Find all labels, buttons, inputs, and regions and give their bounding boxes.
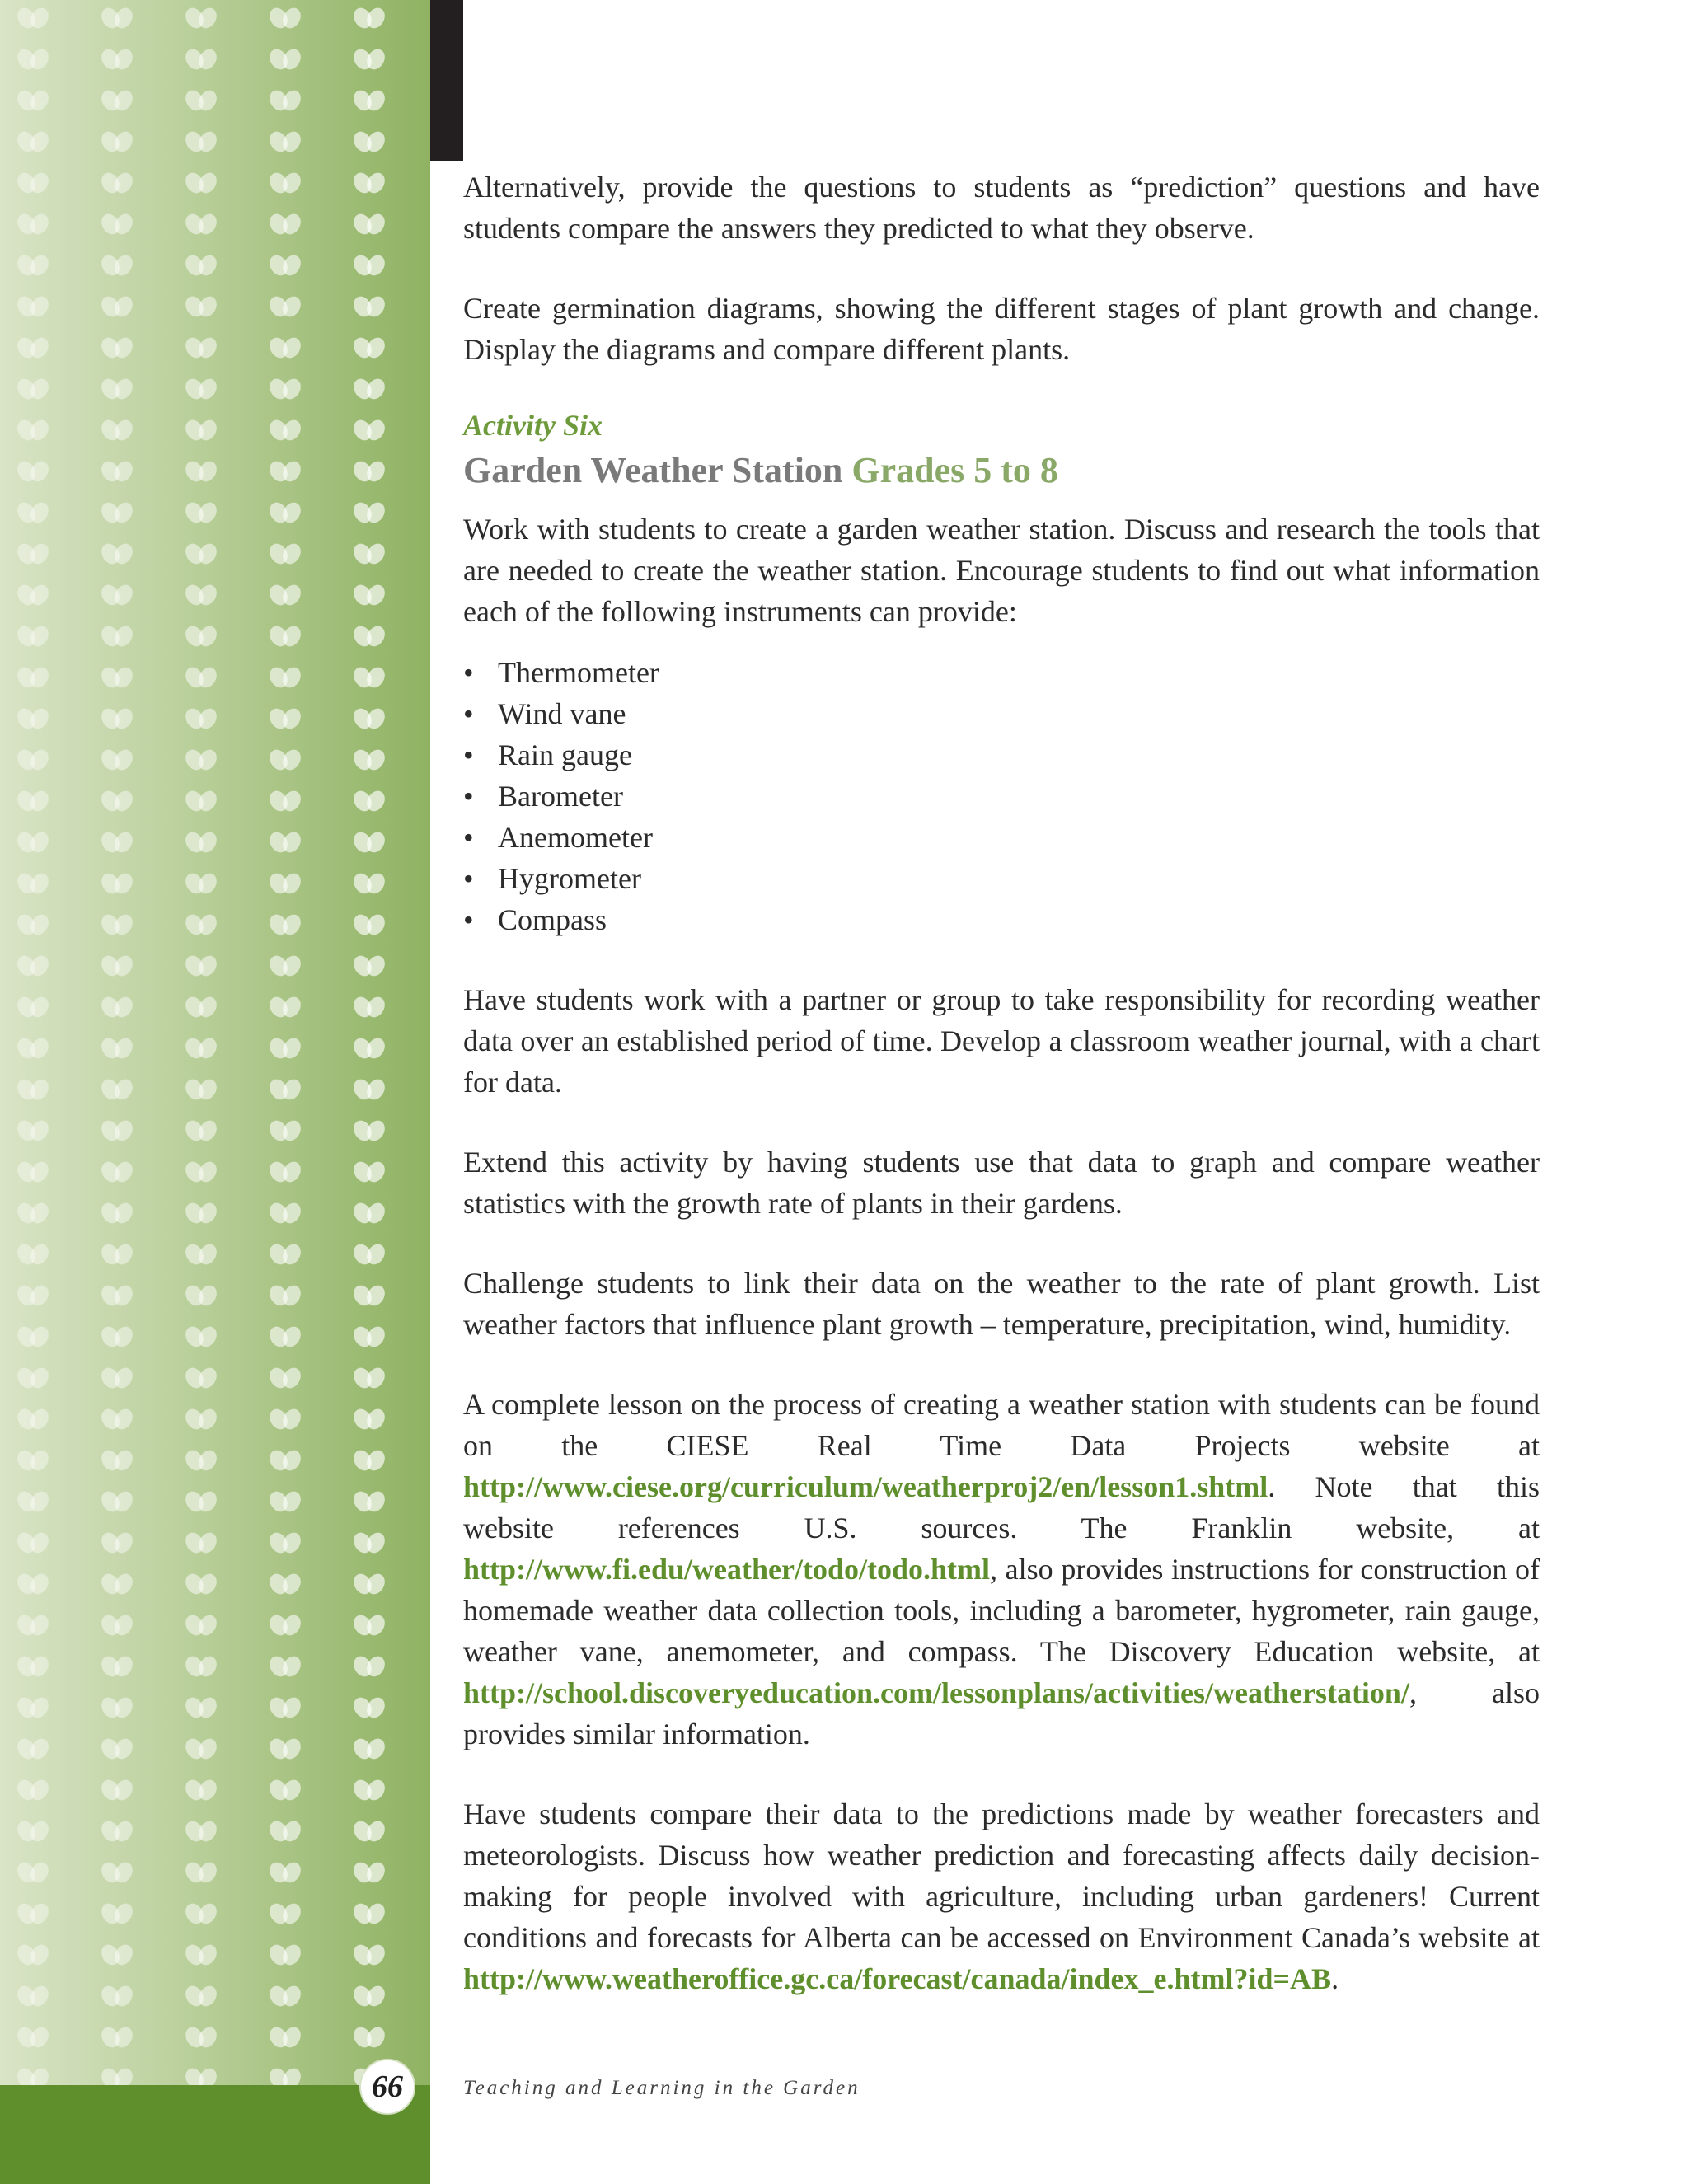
- discovery-link[interactable]: http://school.discoveryeducation.com/lessonplans/activities/weatherstation/: [463, 1676, 1409, 1709]
- list-item: • Compass: [463, 903, 607, 936]
- leaf-icon: [98, 664, 136, 691]
- leaf-icon: [350, 1900, 388, 1928]
- leaf-icon: [98, 1900, 136, 1928]
- leaf-icon: [98, 499, 136, 527]
- leaf-icon: [266, 623, 304, 650]
- leaf-icon: [98, 912, 136, 939]
- leaf-icon: [14, 293, 52, 321]
- leaf-icon: [98, 1653, 136, 1680]
- leaf-icon: [14, 1859, 52, 1886]
- leaf-icon: [14, 87, 52, 115]
- leaf-icon: [98, 170, 136, 197]
- leaf-icon: [14, 1777, 52, 1804]
- leaf-icon: [266, 87, 304, 115]
- leaf-icon: [182, 1900, 220, 1928]
- leaf-icon: [98, 1942, 136, 1969]
- leaf-icon: [266, 541, 304, 568]
- leaf-icon: [350, 1324, 388, 1351]
- leaf-icon: [98, 747, 136, 774]
- leaf-icon: [182, 1282, 220, 1310]
- leaf-icon: [266, 1241, 304, 1268]
- leaf-icon: [14, 1571, 52, 1598]
- leaf-icon: [266, 1447, 304, 1474]
- leaf-icon: [182, 1736, 220, 1763]
- leaf-icon: [14, 2024, 52, 2051]
- leaf-icon: [182, 129, 220, 156]
- leaf-icon: [14, 1694, 52, 1722]
- leaf-icon: [14, 664, 52, 691]
- leaf-icon: [350, 1365, 388, 1392]
- leaf-icon: [266, 458, 304, 485]
- leaf-icon: [350, 1612, 388, 1639]
- leaf-icon: [98, 953, 136, 980]
- leaf-icon: [266, 1076, 304, 1104]
- leaf-icon: [350, 458, 388, 485]
- leaf-icon: [266, 1488, 304, 1516]
- leaf-icon: [98, 829, 136, 856]
- leaf-icon: [266, 912, 304, 939]
- leaf-icon: [182, 1447, 220, 1474]
- leaf-icon: [98, 2065, 136, 2085]
- leaf-icon: [350, 994, 388, 1021]
- leaf-icon: [182, 376, 220, 403]
- leaf-icon: [266, 5, 304, 32]
- leaf-icon: [182, 1818, 220, 1845]
- leaf-icon: [182, 1035, 220, 1062]
- leaf-icon: [266, 1530, 304, 1557]
- leaf-icon: [182, 1653, 220, 1680]
- leaf-icon: [350, 1118, 388, 1145]
- leaf-icon: [182, 1324, 220, 1351]
- weatheroffice-link[interactable]: http://www.weatheroffice.gc.ca/forecast/canada/index_e.html?id=AB: [463, 1962, 1332, 1995]
- leaf-icon: [182, 582, 220, 609]
- leaf-icon: [98, 1076, 136, 1104]
- leaf-icon: [14, 129, 52, 156]
- leaf-icon: [266, 1035, 304, 1062]
- leaf-icon: [182, 458, 220, 485]
- leaf-icon: [350, 1653, 388, 1680]
- leaf-icon: [350, 541, 388, 568]
- leaf-icon: [182, 705, 220, 733]
- leaf-icon: [182, 46, 220, 73]
- leaf-icon: [14, 1530, 52, 1557]
- leaf-icon: [98, 1983, 136, 2010]
- leaf-icon: [98, 1859, 136, 1886]
- leaf-icon: [182, 994, 220, 1021]
- leaf-icon: [14, 541, 52, 568]
- leaf-icon: [266, 1942, 304, 1969]
- leaf-icon: [266, 335, 304, 362]
- leaf-icon: [350, 623, 388, 650]
- leaf-icon: [350, 170, 388, 197]
- leaf-icon: [350, 1694, 388, 1722]
- leaf-icon: [14, 1365, 52, 1392]
- leaf-icon: [14, 1282, 52, 1310]
- leaf-icon: [266, 1612, 304, 1639]
- leaf-pattern: [0, 0, 430, 2085]
- leaf-icon: [14, 499, 52, 527]
- leaf-icon: [14, 1406, 52, 1433]
- leaf-icon: [98, 1530, 136, 1557]
- leaf-icon: [14, 1612, 52, 1639]
- paragraph: Work with students to create a garden weather station. Discuss and research the tools that are needed to create the weather station. Encourage students to find out what information each of the following instruments can provide:: [463, 513, 1540, 628]
- leaf-icon: [266, 1282, 304, 1310]
- leaf-icon: [182, 1200, 220, 1227]
- list-item: • Hygrometer: [463, 862, 641, 895]
- list-item: • Rain gauge: [463, 738, 632, 771]
- leaf-icon: [98, 1406, 136, 1433]
- leaf-icon: [266, 252, 304, 279]
- leaf-icon: [14, 1900, 52, 1928]
- leaf-icon: [350, 2024, 388, 2051]
- leaf-icon: [266, 1736, 304, 1763]
- leaf-icon: [14, 1983, 52, 2010]
- leaf-icon: [14, 705, 52, 733]
- leaf-icon: [266, 417, 304, 444]
- leaf-icon: [266, 829, 304, 856]
- leaf-icon: [182, 252, 220, 279]
- leaf-icon: [98, 1612, 136, 1639]
- leaf-icon: [266, 1324, 304, 1351]
- leaf-icon: [350, 582, 388, 609]
- leaf-icon: [182, 1942, 220, 1969]
- leaf-icon: [350, 664, 388, 691]
- leaf-icon: [98, 1365, 136, 1392]
- leaf-icon: [350, 1530, 388, 1557]
- leaf-icon: [14, 1159, 52, 1186]
- list-item: • Anemometer: [463, 821, 653, 854]
- leaf-icon: [98, 1447, 136, 1474]
- leaf-icon: [182, 1159, 220, 1186]
- leaf-icon: [182, 417, 220, 444]
- leaf-icon: [182, 2024, 220, 2051]
- leaf-icon: [350, 1447, 388, 1474]
- leaf-icon: [182, 912, 220, 939]
- leaf-icon: [350, 1406, 388, 1433]
- leaf-icon: [266, 1900, 304, 1928]
- leaf-icon: [350, 1035, 388, 1062]
- leaf-icon: [14, 994, 52, 1021]
- leaf-icon: [266, 1777, 304, 1804]
- leaf-icon: [266, 1200, 304, 1227]
- leaf-icon: [98, 417, 136, 444]
- paragraph: Have students work with a partner or group to take responsibility for recording weather data over an established period of time. Develop a classroom weather journal, with a chart for data.: [463, 983, 1540, 1099]
- leaf-icon: [182, 1076, 220, 1104]
- leaf-icon: [182, 829, 220, 856]
- leaf-icon: [350, 1571, 388, 1598]
- leaf-icon: [350, 1736, 388, 1763]
- leaf-icon: [350, 1241, 388, 1268]
- leaf-icon: [350, 705, 388, 733]
- paragraph: Create germination diagrams, showing the different stages of plant growth and change. Display the diagrams and compare different plants.: [463, 292, 1540, 366]
- list-item: • Barometer: [463, 780, 623, 813]
- lesson-paragraph: A complete lesson on the process of creating a weather station with students can be found on the CIESE Real Time Data Projects website at http://www.ciese.org/curriculum/weatherproj2/en/lesson1.shtml. Note that this website references U.S. sources. The Franklin website, at http://www.fi.edu/weather/todo/todo.html, also provides instructions for construction of homemade weather data collection tools, including a barometer, hygrometer, rain gauge, weather vane, anemometer, and compass. The Discovery Education website, at http://school.discoveryeducation.com/lessonplans/activities/weatherstation/, also provides similar information.: [463, 1388, 1540, 1750]
- leaf-icon: [98, 129, 136, 156]
- leaf-icon: [98, 458, 136, 485]
- leaf-icon: [98, 1159, 136, 1186]
- leaf-icon: [98, 2024, 136, 2051]
- leaf-icon: [98, 1571, 136, 1598]
- leaf-icon: [350, 293, 388, 321]
- paragraph: Extend this activity by having students use that data to graph and compare weather statistics with the growth rate of plants in their gardens.: [463, 1146, 1540, 1220]
- leaf-icon: [182, 293, 220, 321]
- leaf-icon: [266, 1818, 304, 1845]
- leaf-icon: [350, 788, 388, 815]
- leaf-icon: [266, 129, 304, 156]
- leaf-icon: [14, 623, 52, 650]
- leaf-icon: [266, 211, 304, 238]
- leaf-icon: [266, 705, 304, 733]
- leaf-icon: [14, 1818, 52, 1845]
- activity-title: Garden Weather Station: [463, 450, 843, 490]
- leaf-icon: [14, 211, 52, 238]
- leaf-icon: [182, 1365, 220, 1392]
- leaf-icon: [350, 1942, 388, 1969]
- leaf-icon: [182, 788, 220, 815]
- leaf-icon: [98, 1488, 136, 1516]
- leaf-icon: [266, 293, 304, 321]
- leaf-icon: [98, 1241, 136, 1268]
- leaf-icon: [182, 953, 220, 980]
- leaf-icon: [14, 335, 52, 362]
- leaf-icon: [266, 1118, 304, 1145]
- leaf-icon: [182, 1118, 220, 1145]
- leaf-icon: [14, 2065, 52, 2085]
- decorative-sidebar: [0, 0, 430, 2085]
- leaf-icon: [350, 1200, 388, 1227]
- leaf-icon: [182, 664, 220, 691]
- leaf-icon: [98, 623, 136, 650]
- leaf-icon: [14, 1200, 52, 1227]
- leaf-icon: [14, 417, 52, 444]
- leaf-icon: [182, 211, 220, 238]
- leaf-icon: [14, 870, 52, 898]
- leaf-icon: [182, 1241, 220, 1268]
- ciese-link[interactable]: http://www.ciese.org/curriculum/weatherproj2/en/lesson1.shtml: [463, 1470, 1268, 1503]
- leaf-icon: [350, 1859, 388, 1886]
- instrument-list: [463, 652, 1540, 940]
- leaf-icon: [182, 747, 220, 774]
- leaf-icon: [350, 5, 388, 32]
- leaf-icon: [182, 1406, 220, 1433]
- leaf-icon: [350, 870, 388, 898]
- leaf-icon: [14, 46, 52, 73]
- leaf-icon: [266, 376, 304, 403]
- leaf-icon: [14, 5, 52, 32]
- leaf-icon: [98, 1200, 136, 1227]
- leaf-icon: [98, 582, 136, 609]
- leaf-icon: [266, 46, 304, 73]
- leaf-icon: [98, 1035, 136, 1062]
- leaf-icon: [266, 1159, 304, 1186]
- leaf-icon: [14, 1488, 52, 1516]
- leaf-icon: [98, 1282, 136, 1310]
- franklin-link[interactable]: http://www.fi.edu/weather/todo/todo.html: [463, 1553, 990, 1586]
- leaf-icon: [14, 1736, 52, 1763]
- leaf-icon: [182, 1530, 220, 1557]
- leaf-icon: [14, 829, 52, 856]
- leaf-icon: [14, 953, 52, 980]
- leaf-icon: [14, 582, 52, 609]
- leaf-icon: [182, 170, 220, 197]
- leaf-icon: [14, 1324, 52, 1351]
- leaf-icon: [266, 953, 304, 980]
- leaf-icon: [182, 1488, 220, 1516]
- leaf-icon: [182, 1694, 220, 1722]
- leaf-icon: [266, 2024, 304, 2051]
- leaf-icon: [182, 1571, 220, 1598]
- leaf-icon: [266, 788, 304, 815]
- leaf-icon: [266, 1859, 304, 1886]
- leaf-icon: [266, 2065, 304, 2085]
- leaf-icon: [350, 46, 388, 73]
- leaf-icon: [98, 870, 136, 898]
- list-item: • Thermometer: [463, 656, 659, 689]
- leaf-icon: [350, 376, 388, 403]
- leaf-icon: [14, 788, 52, 815]
- leaf-icon: [350, 1983, 388, 2010]
- paragraph: Challenge students to link their data on the weather to the rate of plant growth. List weather factors that influence plant growth – temperature, precipitation, wind, humidity.: [463, 1267, 1540, 1341]
- leaf-icon: [98, 293, 136, 321]
- leaf-icon: [14, 1653, 52, 1680]
- leaf-icon: [266, 499, 304, 527]
- leaf-icon: [98, 1777, 136, 1804]
- page-number: 66: [359, 2059, 415, 2115]
- leaf-icon: [98, 541, 136, 568]
- leaf-icon: [14, 1035, 52, 1062]
- leaf-icon: [350, 1777, 388, 1804]
- leaf-icon: [98, 1118, 136, 1145]
- leaf-icon: [182, 335, 220, 362]
- leaf-icon: [182, 87, 220, 115]
- leaf-icon: [266, 747, 304, 774]
- leaf-icon: [98, 46, 136, 73]
- leaf-icon: [350, 211, 388, 238]
- leaf-icon: [350, 499, 388, 527]
- leaf-icon: [350, 252, 388, 279]
- footer-title: Teaching and Learning in the Garden: [463, 2077, 860, 2099]
- black-bar: [430, 0, 463, 161]
- leaf-icon: [14, 376, 52, 403]
- leaf-icon: [266, 582, 304, 609]
- leaf-icon: [350, 87, 388, 115]
- leaf-icon: [266, 1365, 304, 1392]
- leaf-icon: [14, 1118, 52, 1145]
- leaf-icon: [182, 870, 220, 898]
- leaf-icon: [350, 129, 388, 156]
- leaf-icon: [98, 1324, 136, 1351]
- leaf-icon: [98, 994, 136, 1021]
- leaf-icon: [266, 1694, 304, 1722]
- leaf-icon: [266, 170, 304, 197]
- leaf-icon: [98, 376, 136, 403]
- leaf-icon: [266, 1406, 304, 1433]
- leaf-icon: [98, 5, 136, 32]
- leaf-icon: [350, 912, 388, 939]
- leaf-icon: [266, 1571, 304, 1598]
- leaf-icon: [98, 252, 136, 279]
- leaf-icon: [266, 870, 304, 898]
- leaf-icon: [98, 335, 136, 362]
- leaf-icon: [182, 1983, 220, 2010]
- leaf-icon: [98, 788, 136, 815]
- page-content: [463, 166, 1540, 2038]
- final-paragraph: Have students compare their data to the predictions made by weather forecasters and meteorologists. Discuss how weather prediction and forecasting affects daily decision-making for people involved with agriculture, including urban gardeners! Current conditions and forecasts for Alberta can be accessed on Environment Canada’s website at http://www.weatheroffice.gc.ca/forecast/canada/index_e.html?id=AB.: [463, 1797, 1540, 1995]
- leaf-icon: [266, 1653, 304, 1680]
- activity-label: Activity Six: [463, 409, 603, 442]
- leaf-icon: [350, 747, 388, 774]
- leaf-icon: [350, 1818, 388, 1845]
- leaf-icon: [182, 499, 220, 527]
- leaf-icon: [98, 1736, 136, 1763]
- paragraph: Alternatively, provide the questions to students as “prediction” questions and have students compare the answers they predicted to what they observe.: [463, 171, 1540, 245]
- leaf-icon: [350, 1282, 388, 1310]
- leaf-icon: [14, 458, 52, 485]
- leaf-icon: [14, 912, 52, 939]
- leaf-icon: [14, 747, 52, 774]
- leaf-icon: [350, 1159, 388, 1186]
- list-item: • Wind vane: [463, 697, 626, 730]
- leaf-icon: [98, 87, 136, 115]
- leaf-icon: [182, 541, 220, 568]
- leaf-icon: [266, 1983, 304, 2010]
- leaf-icon: [350, 1488, 388, 1516]
- leaf-icon: [14, 170, 52, 197]
- leaf-icon: [14, 1447, 52, 1474]
- leaf-icon: [98, 211, 136, 238]
- activity-heading: [463, 448, 1540, 494]
- leaf-icon: [350, 335, 388, 362]
- leaf-icon: [182, 1777, 220, 1804]
- leaf-icon: [182, 1859, 220, 1886]
- leaf-icon: [98, 705, 136, 733]
- leaf-icon: [350, 1076, 388, 1104]
- leaf-icon: [98, 1818, 136, 1845]
- activity-grades: Grades 5 to 8: [851, 450, 1058, 490]
- leaf-icon: [266, 664, 304, 691]
- leaf-icon: [182, 1612, 220, 1639]
- leaf-icon: [14, 252, 52, 279]
- leaf-icon: [14, 1241, 52, 1268]
- leaf-icon: [14, 1076, 52, 1104]
- leaf-icon: [182, 2065, 220, 2085]
- leaf-icon: [98, 1694, 136, 1722]
- leaf-icon: [350, 417, 388, 444]
- leaf-icon: [182, 5, 220, 32]
- leaf-icon: [182, 623, 220, 650]
- leaf-icon: [14, 1942, 52, 1969]
- leaf-icon: [350, 829, 388, 856]
- leaf-icon: [266, 994, 304, 1021]
- leaf-icon: [350, 953, 388, 980]
